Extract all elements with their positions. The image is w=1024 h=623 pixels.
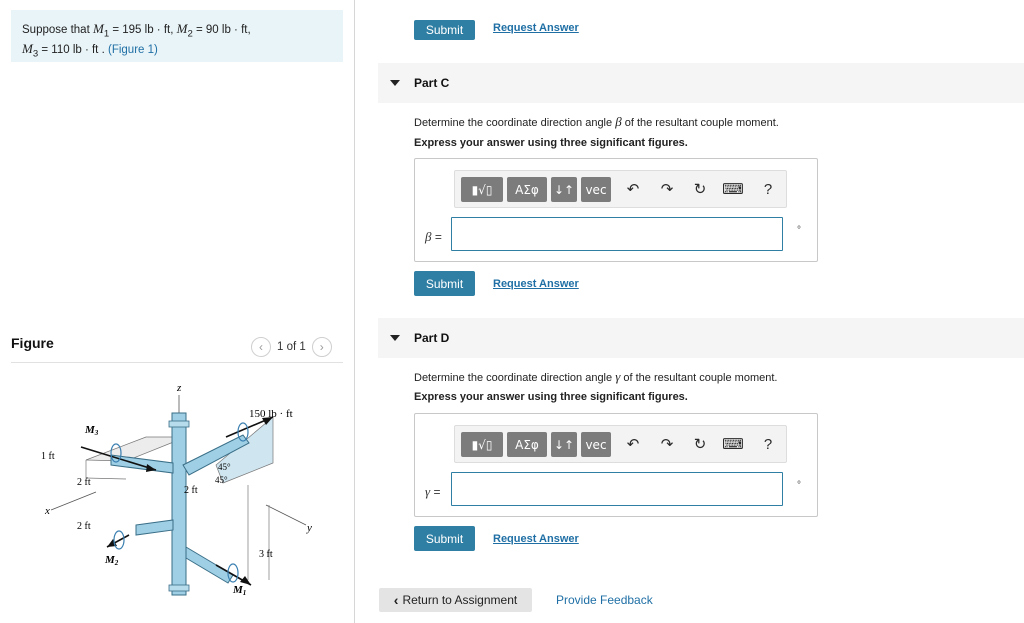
y-axis-line [266,505,306,525]
angle-45-a: 45° [218,462,231,472]
question-prefix: Determine the coordinate direction angle [414,117,613,129]
part-d-submit-button[interactable]: Submit [414,526,475,551]
equals-sign: = [433,485,441,499]
part-d-instruction: Express your answer using three significant figures. [414,391,688,403]
vector-button[interactable]: vec [581,177,611,202]
y-axis-label: y [307,522,312,534]
problem-line-1 [22,21,332,41]
question-suffix: of the resultant couple moment. [624,117,779,129]
part-d-request-answer-link[interactable]: Request Answer [493,533,579,545]
collapse-triangle-icon [390,335,400,341]
help-icon[interactable]: ? [763,435,773,453]
right-panel [356,0,1024,623]
figure-image [11,375,343,615]
m3-symbol: M [22,41,33,57]
m3-label: M3 [85,424,99,437]
x-axis-line [51,492,96,510]
part-c-submit-button[interactable]: Submit [414,271,475,296]
dim-1ft: 1 ft [41,451,55,462]
m2-value: = 90 lb · ft, [196,24,251,36]
dim-2ft-a: 2 ft [77,477,91,488]
problem-line-2 [22,41,332,61]
plane-edge [86,478,126,479]
m1-label: M1 [233,584,247,597]
beta-symbol: β [615,114,622,129]
force-label: 150 lb · ft [249,408,293,420]
help-icon[interactable]: ? [763,180,773,198]
degree-unit: ° [797,225,801,236]
keyboard-icon[interactable]: ⌨ [722,436,744,453]
m3-subscript: 3 [32,48,39,60]
part-b-request-answer-link[interactable]: Request Answer [493,22,579,34]
return-label: Return to Assignment [402,593,518,607]
part-b-submit-button[interactable]: Submit [414,20,475,40]
redo-icon[interactable]: ↷ [660,436,674,453]
lower-right-branch [186,547,233,583]
arrows-button[interactable]: ↓↑ [551,177,577,202]
dim-2ft-c: 2 ft [77,521,91,532]
m1-subscript: 1 [103,28,110,40]
vector-button[interactable]: vec [581,432,611,457]
reset-icon[interactable]: ↻ [693,436,707,453]
lower-left-branch [136,520,173,535]
templates-button[interactable]: ▮√▯ [461,177,503,202]
problem-prefix: Suppose that [22,24,90,36]
part-d-header[interactable] [378,318,1024,358]
chevron-right-icon: › [319,340,324,354]
degree-unit: ° [797,480,801,491]
part-c-title: Part C [414,76,450,90]
part-d-variable-label [425,484,440,500]
pager-text: 1 of 1 [277,341,306,353]
m1-value: = 195 lb · ft [112,24,171,36]
separator-period: . [101,44,105,57]
prev-figure-button[interactable] [251,337,271,357]
keyboard-icon[interactable]: ⌨ [722,181,744,198]
left-panel [0,0,355,623]
greek-symbols-button[interactable]: ΑΣφ [507,432,547,457]
math-toolbar [454,425,787,463]
redo-icon[interactable]: ↷ [660,181,674,198]
part-d-title: Part D [414,331,450,345]
part-d-question [414,369,777,385]
figure-title: Figure [11,335,54,351]
vertical-pipe [172,413,186,595]
undo-icon[interactable]: ↶ [626,181,640,198]
dim-2ft-b: 2 ft [184,485,198,496]
gamma-label: γ [425,484,431,499]
provide-feedback-link[interactable]: Provide Feedback [556,593,653,607]
arrows-button[interactable]: ↓↑ [551,432,577,457]
part-c-answer-input[interactable] [451,217,783,251]
return-to-assignment-button[interactable] [379,588,532,612]
m3-value: = 110 lb · ft [41,44,99,57]
greek-symbols-button[interactable]: ΑΣφ [507,177,547,202]
m2-subscript: 2 [187,28,193,40]
chevron-left-icon: ‹ [259,340,263,354]
m2-label: M2 [105,554,119,567]
question-prefix: Determine the coordinate direction angle [414,372,613,384]
part-d-answer-box [414,413,818,517]
separator-comma: , [170,24,174,36]
math-toolbar [454,170,787,208]
figure-divider [11,362,343,363]
dim-3ft: 3 ft [259,549,273,560]
equals-sign: = [434,230,442,244]
part-c-instruction: Express your answer using three significant figures. [414,137,688,149]
problem-statement [11,10,343,62]
chevron-left-icon: ‹ [393,592,399,608]
figure-pager [251,337,332,357]
z-axis-label: z [177,382,182,394]
part-c-variable-label [425,229,442,245]
part-c-question [414,114,779,130]
figure-link[interactable]: (Figure 1) [108,44,158,57]
angle-45-b: 45° [215,475,228,485]
part-c-request-answer-link[interactable]: Request Answer [493,278,579,290]
m2-symbol: M [176,21,188,36]
m1-symbol: M [92,21,104,36]
beta-label: β [425,229,432,244]
gamma-symbol: γ [615,369,621,384]
top-plane [86,437,186,461]
undo-icon[interactable]: ↶ [626,436,640,453]
question-suffix: of the resultant couple moment. [623,372,778,384]
pipe-flange [169,421,189,427]
templates-button[interactable]: ▮√▯ [461,432,503,457]
next-figure-button[interactable] [312,337,332,357]
part-d-answer-input[interactable] [451,472,783,506]
collapse-triangle-icon [390,80,400,86]
part-c-answer-box [414,158,818,262]
part-c-header[interactable] [378,63,1024,103]
x-axis-label: x [45,505,50,517]
pipe-flange [169,585,189,591]
reset-icon[interactable]: ↻ [693,181,707,198]
